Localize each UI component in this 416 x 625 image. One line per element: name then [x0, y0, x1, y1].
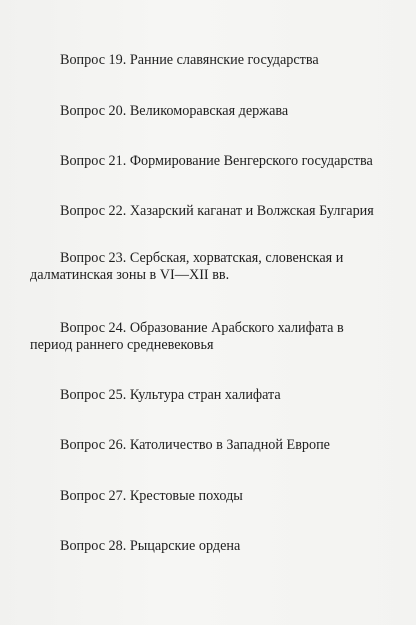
question-22	[60, 203, 390, 220]
question-text-continued: период раннего средневековья	[30, 337, 214, 353]
question-text: Вопрос 20. Великоморавская держава	[60, 103, 289, 119]
question-text-continued: далматинская зоны в VI—XII вв.	[30, 267, 230, 283]
question-text: Вопрос 24. Образование Арабского халифата в	[60, 320, 344, 336]
question-text: Вопрос 27. Крестовые походы	[60, 488, 243, 504]
question-20	[60, 103, 390, 120]
question-text: Вопрос 19. Ранние славянские государства	[60, 52, 319, 68]
question-23	[30, 250, 390, 284]
question-24	[30, 320, 390, 354]
question-text: Вопрос 23. Сербская, хорватская, словенская и	[60, 250, 344, 266]
question-19	[60, 52, 390, 69]
question-text: Вопрос 22. Хазарский каганат и Волжская Булгария	[60, 203, 374, 219]
question-text: Вопрос 26. Католичество в Западной Европе	[60, 437, 330, 453]
question-text: Вопрос 21. Формирование Венгерского государства	[60, 153, 373, 169]
question-text: Вопрос 28. Рыцарские ордена	[60, 538, 241, 554]
question-27	[60, 488, 390, 505]
question-text: Вопрос 25. Культура стран халифата	[60, 387, 281, 403]
question-21	[60, 153, 390, 170]
question-25	[60, 387, 390, 404]
question-26	[60, 437, 390, 454]
question-28	[60, 538, 390, 555]
